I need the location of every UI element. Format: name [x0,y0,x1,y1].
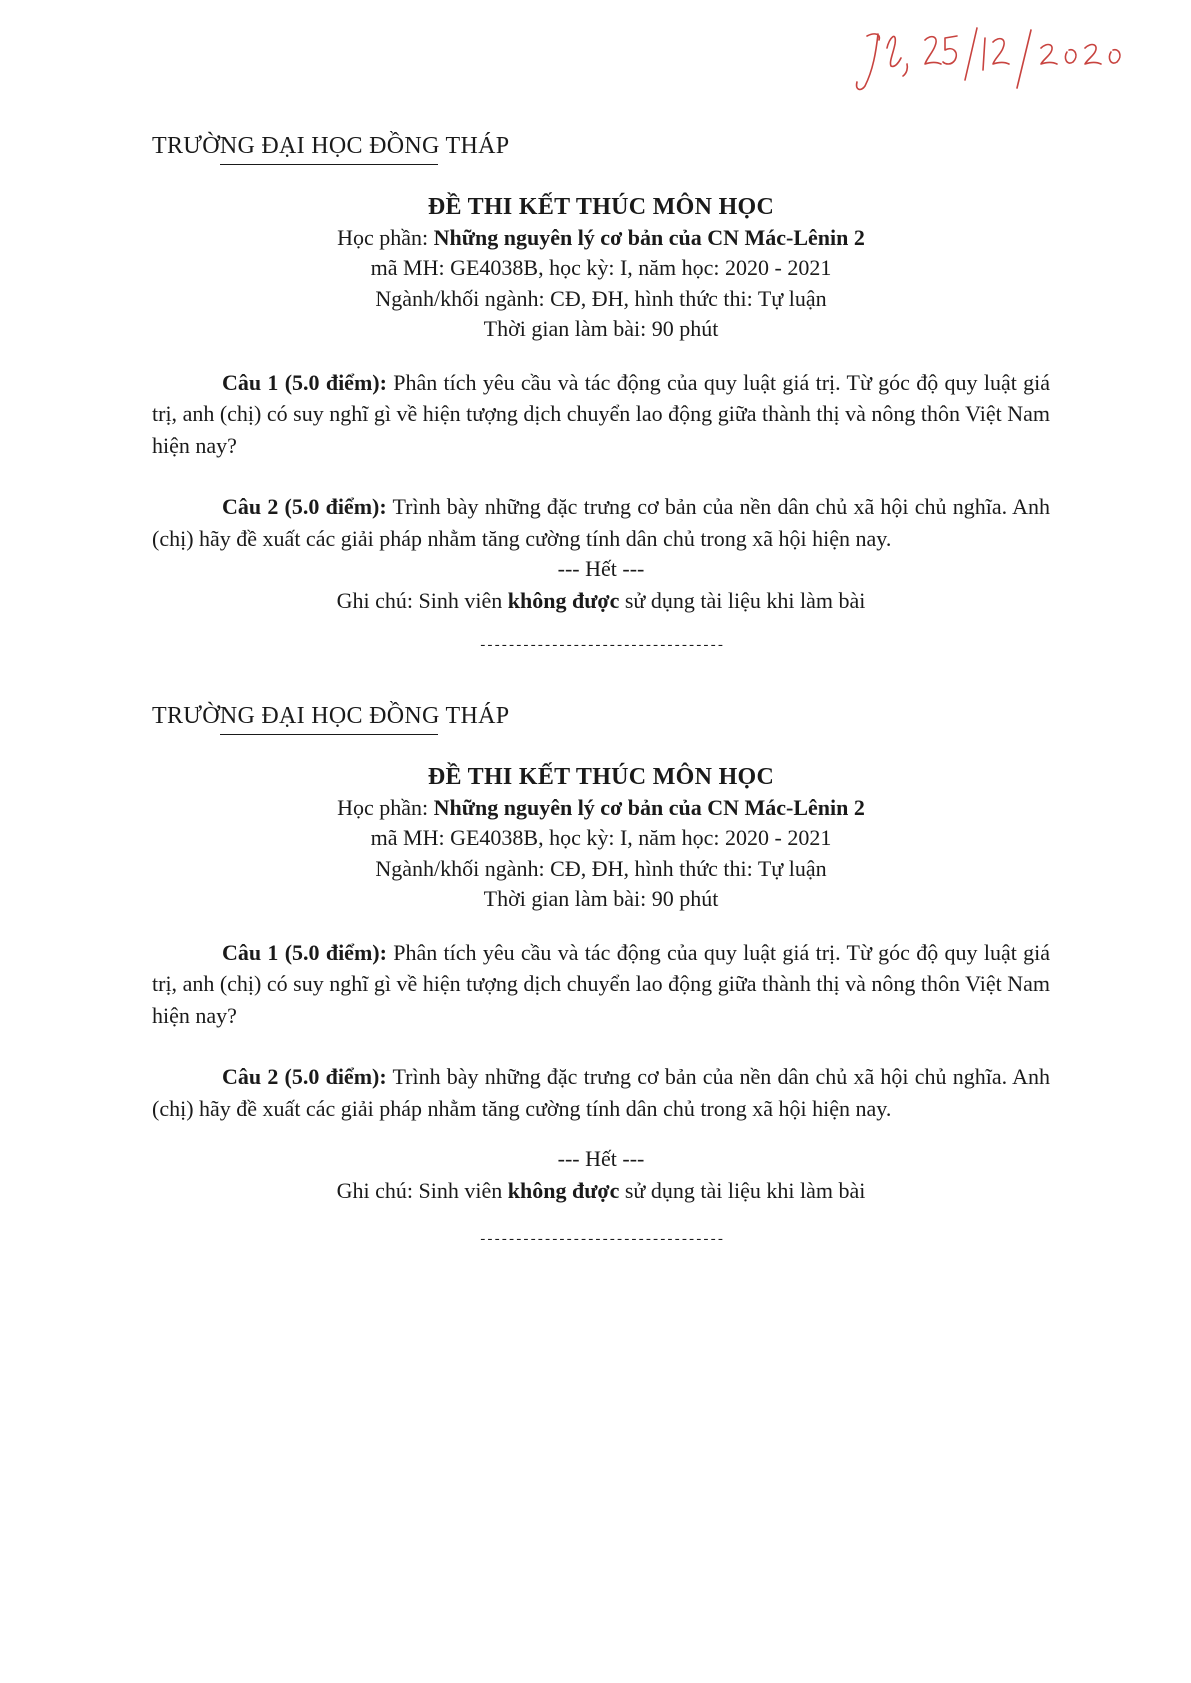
course-name: Những nguyên lý cơ bản của CN Mác-Lênin 2 [433,224,865,250]
school-name [152,130,509,162]
question-1 [152,367,1050,462]
note-suffix: sử dụng tài liệu khi làm bài [619,1178,866,1203]
school-underline [220,164,438,165]
major-line: Ngành/khối ngành: CĐ, ĐH, hình thức thi: Tự luận [375,855,827,881]
time-line: Thời gian làm bài: 90 phút [483,316,719,341]
exam-sheet [152,130,1050,656]
handwritten-signature-date [845,18,1135,98]
time-line: Thời gian làm bài: 90 phút [483,886,719,911]
course-label: Học phần: [337,794,434,820]
end-marker: --- Hết --- [557,1146,645,1171]
note-bold: không được [507,588,620,613]
question-2-text: Trình bày những đặc trưng cơ bản của nền dân chủ xã hội chủ nghĩa. Anh (chị) hãy đề xuất các giải pháp nhằm tăng cường tính dân chủ trong xã hội hiện nay. [152,1064,1050,1121]
question-1-label: Câu 1 (5.0 điểm): [222,369,387,395]
exam-note [152,1174,1050,1208]
exam-note [152,584,1050,618]
course-line [152,223,1050,254]
school-name-text: TRƯỜNG ĐẠI HỌC ĐỒNG THÁP [152,703,510,729]
school-name-text: TRƯỜNG ĐẠI HỌC ĐỒNG THÁP [152,133,510,159]
end-marker: --- Hết --- [557,556,645,581]
question-2 [152,491,1050,554]
note-bold: không được [507,1178,620,1203]
note-prefix: Ghi chú: Sinh viên [336,588,508,613]
separator-line: ---------------------------------- [478,1232,724,1248]
course-line [152,793,1050,824]
course-label: Học phần: [337,224,434,250]
question-2-label: Câu 2 (5.0 điểm): [222,1064,387,1089]
school-name [152,700,509,732]
note-prefix: Ghi chú: Sinh viên [336,1178,508,1203]
school-underline [220,734,438,735]
question-1-text: Phân tích yêu cầu và tác động của quy luật giá trị. Từ góc độ quy luật giá trị, anh (chị) có suy nghĩ gì về hiện tượng dịch chuyển lao động giữa thành thị và nông thôn Việt Nam hiện nay? [152,369,1050,458]
question-2-label: Câu 2 (5.0 điểm): [222,494,387,519]
question-1-text: Phân tích yêu cầu và tác động của quy luật giá trị. Từ góc độ quy luật giá trị, anh (chị) có suy nghĩ gì về hiện tượng dịch chuyển lao động giữa thành thị và nông thôn Việt Nam hiện nay? [152,939,1050,1028]
course-code-line: mã MH: GE4038B, học kỳ: I, năm học: 2020 - 2021 [370,255,832,280]
course-code-line: mã MH: GE4038B, học kỳ: I, năm học: 2020 - 2021 [370,825,832,850]
exam-title: ĐỀ THI KẾT THÚC MÔN HỌC [427,764,775,790]
question-1 [152,937,1050,1032]
exam-title: ĐỀ THI KẾT THÚC MÔN HỌC [427,194,775,220]
exam-header [152,762,1050,915]
separator-line: ---------------------------------- [478,638,724,654]
exam-sheet [152,700,1050,1250]
question-2-text: Trình bày những đặc trưng cơ bản của nền dân chủ xã hội chủ nghĩa. Anh (chị) hãy đề xuất các giải pháp nhằm tăng cường tính dân chủ trong xã hội hiện nay. [152,494,1050,551]
exam-header [152,192,1050,345]
course-name: Những nguyên lý cơ bản của CN Mác-Lênin 2 [433,794,865,820]
major-line: Ngành/khối ngành: CĐ, ĐH, hình thức thi: Tự luận [375,285,827,311]
question-2 [152,1061,1050,1124]
note-suffix: sử dụng tài liệu khi làm bài [619,588,866,613]
question-1-label: Câu 1 (5.0 điểm): [222,939,387,965]
